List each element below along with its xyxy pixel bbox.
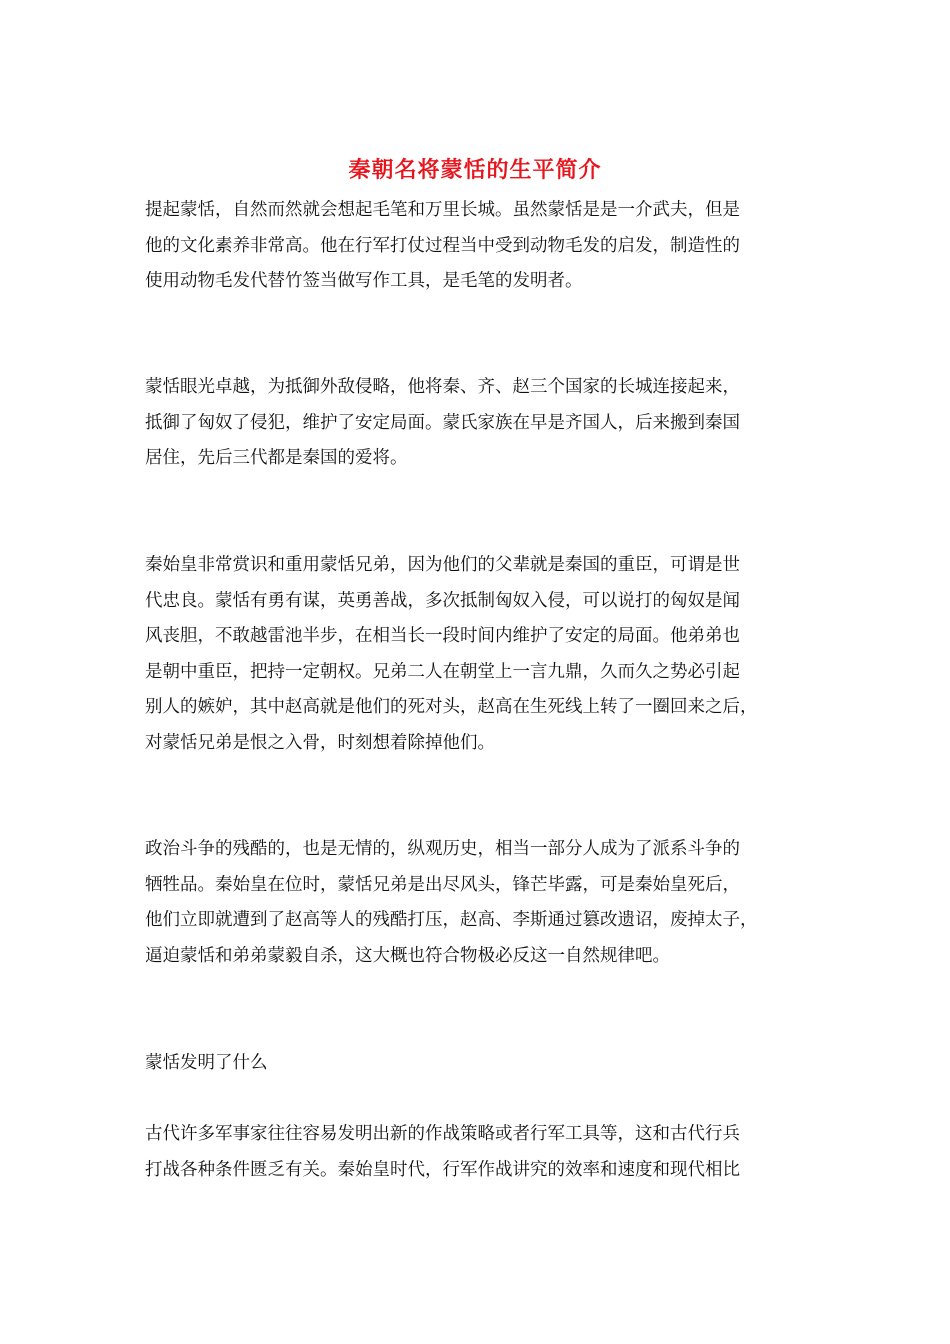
text-line: 风丧胆，不敢越雷池半步，在相当长一段时间内维护了安定的局面。他弟弟也 [145, 626, 740, 647]
paragraph-great-wall [145, 370, 810, 477]
document-title: 秦朝名将蒙恬的生平简介 [348, 157, 602, 183]
paragraph-brothers [145, 548, 810, 762]
text-line: 古代许多军事家往往容易发明出新的作战策略或者行军工具等，这和古代行兵 [145, 1124, 740, 1144]
paragraph-politics [145, 832, 810, 974]
text-line: 使用动物毛发代替竹签当做写作工具，是毛笔的发明者。 [145, 271, 583, 292]
paragraph-intro [145, 193, 810, 300]
text-line: 政治斗争的残酷的，也是无情的，纵观历史，相当一部分人成为了派系斗争的 [145, 839, 740, 859]
text-line: 他的文化素养非常高。他在行军打仗过程当中受到动物毛发的启发，制造性的 [145, 235, 740, 256]
text-line: 居住，先后三代都是秦国的爱将。 [145, 448, 408, 469]
text-line: 提起蒙恬，自然而然就会想起毛笔和万里长城。虽然蒙恬是是一介武夫，但是 [145, 200, 740, 220]
paragraph-military-inventions [145, 1117, 810, 1188]
section-heading-invention [145, 1046, 810, 1082]
text-line: 他们立即就遭到了赵高等人的残酷打压，赵高、李斯通过篡改遗诏，废掉太子， [145, 910, 758, 931]
text-line: 对蒙恬兄弟是恨之入骨，时刻想着除掉他们。 [145, 732, 495, 753]
text-line: 蒙恬眼光卓越，为抵御外敌侵略，他将秦、齐、赵三个国家的长城连接起来， [145, 377, 740, 397]
text-line: 别人的嫉妒，其中赵高就是他们的死对头，赵高在生死线上转了一圈回来之后， [145, 697, 758, 718]
text-line: 蒙恬发明了什么 [145, 1053, 268, 1073]
text-line: 打战各种条件匮乏有关。秦始皇时代，行军作战讲究的效率和速度和现代相比 [145, 1159, 740, 1180]
text-line: 是朝中重臣，把持一定朝权。兄弟二人在朝堂上一言九鼎，久而久之势必引起 [145, 661, 740, 682]
text-line: 代忠良。蒙恬有勇有谋，英勇善战，多次抵制匈奴入侵，可以说打的匈奴是闻 [145, 590, 740, 611]
text-line: 抵御了匈奴了侵犯，维护了安定局面。蒙氏家族在早是齐国人，后来搬到秦国 [145, 412, 740, 433]
text-line: 逼迫蒙恬和弟弟蒙毅自杀，这大概也符合物极必反这一自然规律吧。 [145, 945, 670, 966]
text-line: 秦始皇非常赏识和重用蒙恬兄弟，因为他们的父辈就是秦国的重臣，可谓是世 [145, 555, 740, 575]
text-line: 牺牲品。秦始皇在位时，蒙恬兄弟是出尽风头，锋芒毕露，可是秦始皇死后， [145, 874, 740, 895]
